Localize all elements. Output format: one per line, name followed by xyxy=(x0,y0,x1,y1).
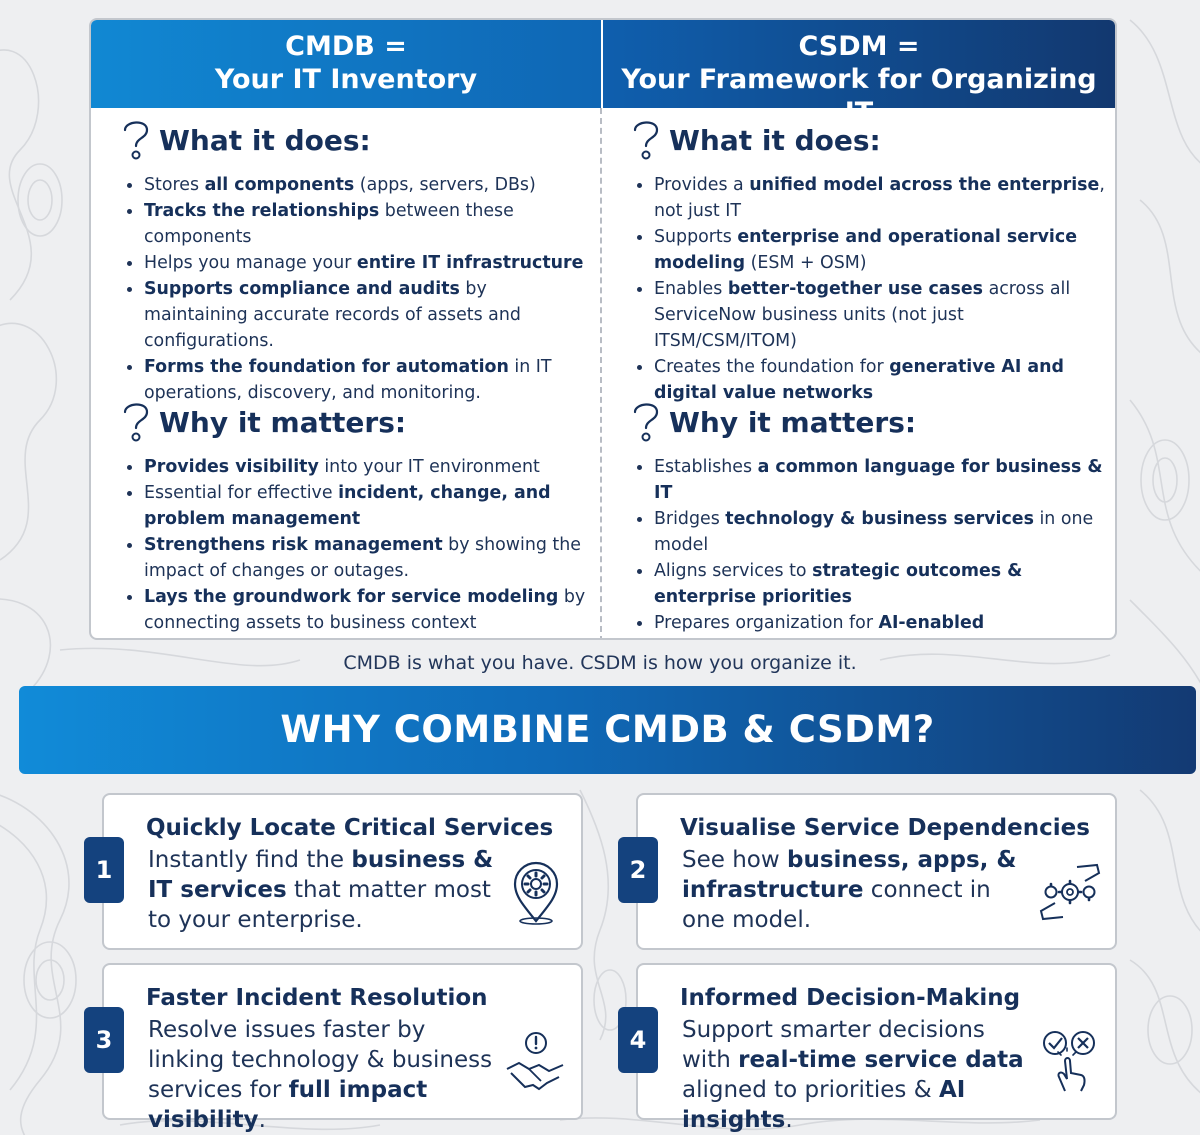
emphasis-text: Provides visibility xyxy=(144,457,319,477)
list-item xyxy=(601,558,1115,610)
text-run: . xyxy=(258,1107,266,1133)
text-run: Essential for effective xyxy=(144,483,339,503)
emphasis-text: Tracks the relationships xyxy=(144,201,380,221)
benefit-card-3 xyxy=(95,963,583,1133)
text-run: Provides a xyxy=(654,175,750,195)
question-mark-icon xyxy=(119,117,153,163)
list-item xyxy=(91,532,601,584)
emphasis-text: unified model across the enterprise xyxy=(749,175,1100,195)
list-item xyxy=(91,198,601,250)
text-run: Prepares organization for xyxy=(654,613,879,633)
text-run: Enables xyxy=(654,279,728,299)
emphasis-text: better-together use cases xyxy=(727,279,984,299)
tagline: CMDB is what you have. CSDM is how you organize it. xyxy=(343,652,857,674)
csdm-what-section xyxy=(601,116,1115,406)
emphasis-text: Strengthens risk management xyxy=(144,535,443,555)
cmdb-why-list xyxy=(91,454,601,636)
list-item xyxy=(91,276,601,354)
card-body xyxy=(148,1015,503,1135)
list-item xyxy=(601,172,1115,224)
cmdb-header xyxy=(91,20,601,108)
emphasis-text: technology & business services xyxy=(725,509,1034,529)
question-mark-icon xyxy=(629,399,663,445)
benefit-card-2 xyxy=(629,793,1117,950)
cmdb-what-list xyxy=(91,172,601,406)
text-run: . xyxy=(785,1107,793,1133)
emphasis-text: business, apps, & infrastructure xyxy=(682,847,1017,903)
question-mark-icon xyxy=(629,117,663,163)
emphasis-text: Supports compliance and audits xyxy=(144,279,460,299)
text-run: connect in one model. xyxy=(682,877,991,933)
emphasis-text: generative AI and digital value networks xyxy=(654,357,1064,403)
card-number-badge: 4 xyxy=(618,1007,658,1073)
list-item xyxy=(601,610,1115,640)
emphasis-text: enterprise and operational service modeling xyxy=(654,227,1077,273)
text-run: Creates the foundation for xyxy=(654,357,890,377)
text-run: Supports xyxy=(654,227,738,247)
cmdb-why-section xyxy=(91,398,601,636)
emphasis-text: Lays the groundwork for service modeling xyxy=(144,587,559,607)
text-run: Helps you manage your xyxy=(144,253,357,273)
hands-gears-icon xyxy=(1037,859,1103,925)
emphasis-text: AI-enabled xyxy=(878,613,985,633)
text-run: by maintaining accurate records of assets and configurations. xyxy=(144,279,521,351)
list-item xyxy=(601,454,1115,506)
list-item xyxy=(91,454,601,480)
csdm-header-line1: CSDM = xyxy=(798,31,920,62)
text-run: that matter most to your enterprise. xyxy=(148,877,491,933)
text-run: Bridges xyxy=(654,509,726,529)
cmdb-header-line2: Your IT Inventory xyxy=(214,64,478,95)
list-item xyxy=(601,506,1115,558)
text-run: Support smarter decisions with xyxy=(682,1017,985,1073)
list-item xyxy=(601,224,1115,276)
text-run: in one model xyxy=(654,509,1094,555)
card-body xyxy=(682,845,1037,935)
cmdb-header-line1: CMDB = xyxy=(285,31,407,62)
benefit-card-4 xyxy=(629,963,1117,1133)
cmdb-what-section xyxy=(91,116,601,406)
text-run: aligned to priorities & xyxy=(682,1077,939,1103)
card-title: Quickly Locate Critical Services xyxy=(146,815,554,841)
text-run: Stores xyxy=(144,175,205,195)
text-run: between these components xyxy=(144,201,514,247)
emphasis-text: full impact visibility xyxy=(148,1077,428,1133)
csdm-column xyxy=(601,20,1115,638)
card-body xyxy=(682,1015,1037,1135)
benefit-card-1 xyxy=(95,793,583,950)
csdm-what-list xyxy=(601,172,1115,406)
card-body xyxy=(148,845,503,935)
csdm-why-section xyxy=(601,398,1115,640)
question-mark-icon xyxy=(119,399,153,445)
emphasis-text: all components xyxy=(204,175,355,195)
emphasis-text: AI insights xyxy=(682,1077,966,1133)
card-title: Informed Decision-Making xyxy=(680,985,1021,1011)
csdm-what-title: What it does: xyxy=(669,123,881,157)
text-run: by showing the impact of changes or outages. xyxy=(144,535,581,581)
text-run: (ESM + OSM) xyxy=(745,253,867,273)
text-run: by connecting assets to business context xyxy=(144,587,586,633)
comparison-panel xyxy=(89,18,1117,640)
csdm-header-line2: Your Framework for Organizing IT xyxy=(621,64,1097,128)
list-item xyxy=(91,584,601,636)
text-run: , not just IT xyxy=(654,175,1105,221)
text-run: into your IT environment xyxy=(318,457,540,477)
card-title: Visualise Service Dependencies xyxy=(680,815,1090,841)
emphasis-text: Forms the foundation for automation xyxy=(144,357,509,377)
combine-banner: WHY COMBINE CMDB & CSDM? xyxy=(19,686,1196,774)
hand-choice-icon xyxy=(1037,1029,1103,1095)
text-run: Resolve issues faster by linking technology & business services for xyxy=(148,1017,493,1103)
csdm-header xyxy=(601,20,1115,128)
text-run: in IT operations, discovery, and monitoring. xyxy=(144,357,552,403)
cmdb-what-title: What it does: xyxy=(159,123,371,157)
card-number-badge: 1 xyxy=(84,837,124,903)
text-run: See how xyxy=(682,847,787,873)
emphasis-text: business & IT services xyxy=(148,847,494,903)
card-number-badge: 2 xyxy=(618,837,658,903)
emphasis-text: real-time service data xyxy=(738,1047,1024,1073)
cmdb-why-title: Why it matters: xyxy=(159,405,407,439)
text-run: (apps, servers, DBs) xyxy=(354,175,536,195)
text-run: across all ServiceNow business units (not just ITSM/CSM/ITOM) xyxy=(654,279,1071,351)
emphasis-text: a common language for business & IT xyxy=(654,457,1103,503)
csdm-why-list xyxy=(601,454,1115,640)
cmdb-column xyxy=(91,20,601,638)
emphasis-text: strategic outcomes & enterprise priorities xyxy=(654,561,1023,607)
emphasis-text: entire IT infrastructure xyxy=(356,253,584,273)
list-item xyxy=(91,480,601,532)
emphasis-text: incident, change, and problem management xyxy=(144,483,551,529)
handshake-alert-icon xyxy=(503,1029,569,1095)
list-item xyxy=(91,250,601,276)
text-run: Establishes xyxy=(654,457,758,477)
location-gear-icon xyxy=(503,859,569,925)
card-number-badge: 3 xyxy=(84,1007,124,1073)
csdm-why-title: Why it matters: xyxy=(669,405,917,439)
text-run: Instantly find the xyxy=(148,847,352,873)
text-run: Aligns services to xyxy=(654,561,813,581)
list-item xyxy=(601,276,1115,354)
card-title: Faster Incident Resolution xyxy=(146,985,488,1011)
list-item xyxy=(91,172,601,198)
